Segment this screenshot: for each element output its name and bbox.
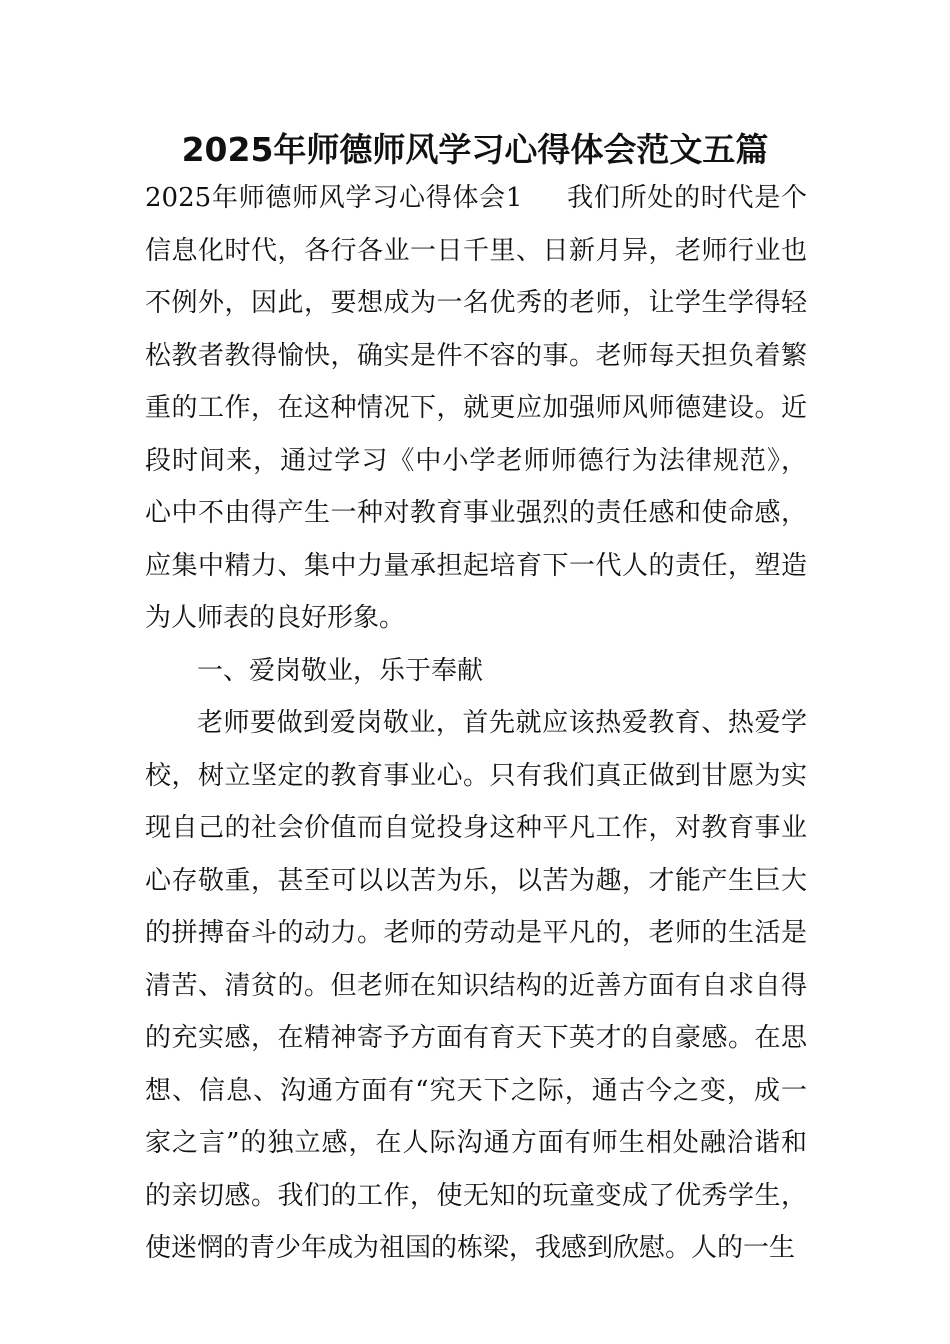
document-title: 2025年师德师风学习心得体会范文五篇 <box>181 130 769 169</box>
intro-paragraph <box>145 172 807 645</box>
section-1-heading: 一、爱岗敬业，乐于奉献 <box>197 655 484 686</box>
intro-text: 我们所处的时代是个信息化时代，各行各业一日千里、日新月异，老师行业也不例外，因此，要想成为一名优秀的老师，让学生学得轻松教者教得愉快，确实是件不容的事。老师每天担负着繁重的工作，在这种情况下，就更应加强师风师德建设。近段时间来，通过学习《中小学老师师德行为法律规范》，心中不由得产生一种对教育事业强烈的责任感和使命感，应集中精力、集中力量承担起培育下一代人的责任，塑造为人师表的良好形象。 <box>145 183 807 633</box>
essay-heading: 2025年师德师风学习心得体会1 <box>145 183 523 213</box>
document-body <box>145 172 807 1275</box>
section-1-paragraph: 老师要做到爱岗敬业，首先就应该热爱教育、热爱学校，树立坚定的教育事业心。只有我们真正做到甘愿为实现自己的社会价值而自觉投身这种平凡工作，对教育事业心存敬重，甚至可以以苦为乐，以苦为趣，才能产生巨大的拼搏奋斗的动力。老师的劳动是平凡的，老师的生活是清苦、清贫的。但老师在知识结构的近善方面有自求自得的充实感，在精神寄予方面有育天下英才的自豪感。在思想、信息、沟通方面有“究天下之际，通古今之变，成一家之言”的独立感，在人际沟通方面有师生相处融洽谐和的亲切感。我们的工作，使无知的玩童变成了优秀学生，使迷惘的青少年成为祖国的栋梁，我感到欣慰。人的一生 <box>145 708 807 1263</box>
